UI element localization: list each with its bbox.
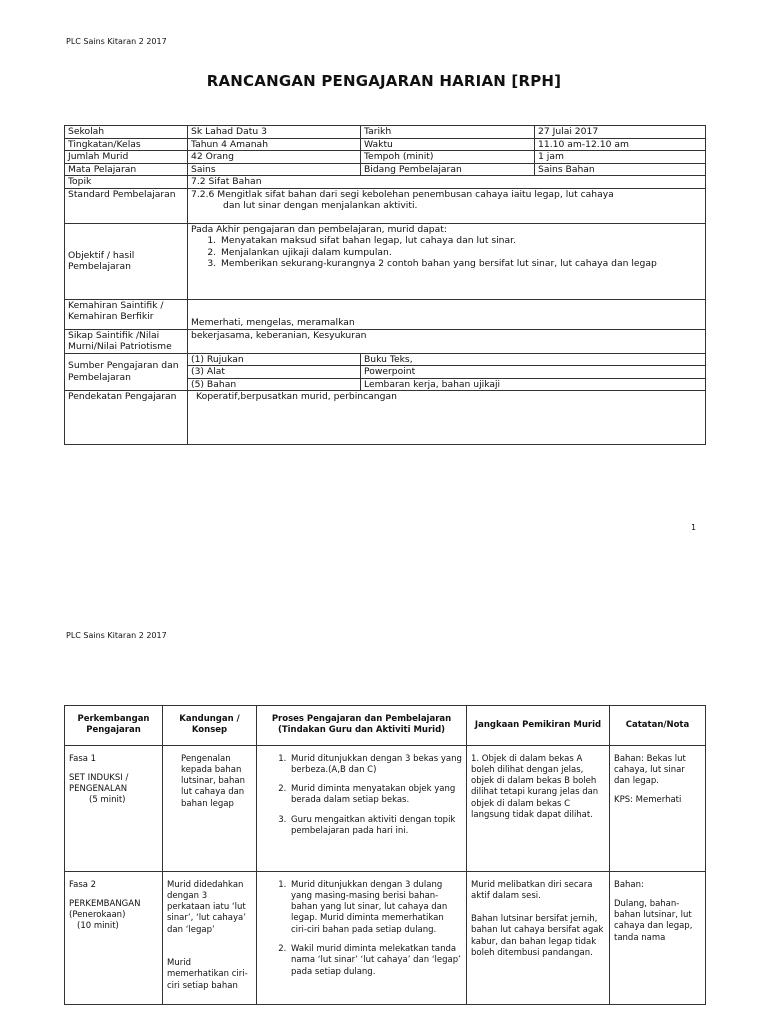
objektif-list <box>191 235 705 270</box>
concept-text: Murid didedahkan dengan 3 perkataan iatu ‘lut sinar’, ‘lut cahaya’ dan ‘legap’ <box>167 879 246 935</box>
value-cell: 1 jam <box>535 151 706 164</box>
value-cell: 7.2 Sifat Bahan <box>188 176 706 189</box>
value-cell: 27 Julai 2017 <box>535 126 706 139</box>
value-cell: (5) Bahan <box>188 378 361 391</box>
note-text: Dulang, bahan-bahan lutsinar, lut cahaya dan legap, tanda nama <box>614 898 693 943</box>
table-header-row <box>65 706 706 746</box>
list-item: 1. Menyatakan maksud sifat bahan legap, lut cahaya dan lut sinar. <box>219 235 705 247</box>
phase-name: PERKEMBANGAN <box>69 898 141 909</box>
list-item: 3. Guru mengaitkan aktiviti dengan topik pembelajaran pada hari ini. <box>289 815 462 838</box>
label-cell: Sikap Saintifik /Nilai Murni/Nilai Patriotisme <box>65 329 188 353</box>
page-number: 1 <box>691 523 697 532</box>
note-text: Bahan: <box>614 879 644 890</box>
table-row <box>65 151 706 164</box>
table-row <box>65 223 706 299</box>
label-cell: Kemahiran Saintifik / Kemahiran Berfikir <box>65 299 188 329</box>
lesson-process-table <box>64 705 706 1005</box>
label-cell: Tempoh (minit) <box>361 151 535 164</box>
list-item: 1. Murid ditunjukkan dengan 3 bekas yang berbeza.(A,B dan C) <box>289 754 462 777</box>
table-row <box>65 391 706 445</box>
label-cell: Sumber Pengajaran dan Pembelajaran <box>65 353 188 391</box>
value-cell: Buku Teks, <box>361 353 706 366</box>
label-cell: Bidang Pembelajaran <box>361 163 535 176</box>
value-cell: Koperatif,berpusatkan murid, perbincangan <box>188 391 706 445</box>
label-cell: Mata Pelajaran <box>65 163 188 176</box>
list-item: 3. Memberikan sekurang-kurangnya 2 contoh bahan yang bersifat lut sinar, lut cahaya dan legap <box>219 258 705 270</box>
label-cell: Sekolah <box>65 126 188 139</box>
list-item: 2. Wakil murid diminta melekatkan tanda nama ‘lut sinar’ ‘lut cahaya’ dan ‘legap’ pada setiap dulang. <box>289 944 462 978</box>
value-cell: Sains <box>188 163 361 176</box>
column-header: Perkembangan Pengajaran <box>65 706 163 746</box>
table-row <box>65 176 706 189</box>
table-row <box>65 126 706 139</box>
phase-time: (10 minit) <box>77 921 119 932</box>
note-cell <box>610 745 706 871</box>
label-cell: Topik <box>65 176 188 189</box>
concept-text: Murid memerhatikan ciri-ciri setiap bahan <box>167 958 248 991</box>
standard-line-1: 7.2.6 Mengitlak sifat bahan dari segi kebolehan penembusan cahaya iaitu legap, lut cahaya <box>191 188 614 200</box>
value-cell: 11.10 am-12.10 am <box>535 138 706 151</box>
label-cell: Tingkatan/Kelas <box>65 138 188 151</box>
value-cell: (1) Rujukan <box>188 353 361 366</box>
page-header-text: PLC Sains Kitaran 2 2017 <box>66 37 167 46</box>
label-cell: Jumlah Murid <box>65 151 188 164</box>
expectation-text: 1. Objek di dalam bekas A boleh dilihat dengan jelas, objek di dalam bekas B boleh dilihat tetapi kurang jelas dan objek di dalam bekas C langsung tidak dapat dilihat. <box>471 753 599 821</box>
value-cell: 42 Orang <box>188 151 361 164</box>
objektif-intro: Pada Akhir pengajaran dan pembelajaran, murid dapat: <box>191 223 447 235</box>
phase-label: Fasa 2 <box>69 879 97 890</box>
value-cell: bekerjasama, keberanian, Kesyukuran <box>188 329 706 353</box>
value-cell: Powerpoint <box>361 366 706 379</box>
expectation-text: Bahan lutsinar bersifat jernih, bahan lut cahaya bersifat agak kabur, dan bahan legap tidak boleh ditembusi pandangan. <box>471 914 604 959</box>
label-cell: Objektif / hasil Pembelajaran <box>65 223 188 299</box>
label-cell: Standard Pembelajaran <box>65 188 188 223</box>
phase-cell <box>65 745 163 871</box>
process-list <box>261 880 462 978</box>
value-cell: Sk Lahad Datu 3 <box>188 126 361 139</box>
table-row <box>65 138 706 151</box>
table-row <box>65 188 706 223</box>
objektif-cell <box>188 223 706 299</box>
process-cell <box>257 871 467 1004</box>
value-cell: Tahun 4 Amanah <box>188 138 361 151</box>
table-row <box>65 329 706 353</box>
column-header: Kandungan / Konsep <box>163 706 257 746</box>
table-row <box>65 745 706 871</box>
concept-text: Pengenalan kepada bahan lutsinar, bahan lut cahaya dan bahan legap <box>181 753 245 809</box>
list-item: 2. Menjalankan ujikaji dalam kumpulan. <box>219 247 705 259</box>
expectation-cell <box>467 871 610 1004</box>
column-header: Jangkaan Pemikiran Murid <box>467 706 610 746</box>
page-header-text: PLC Sains Kitaran 2 2017 <box>66 631 167 640</box>
standard-cell <box>188 188 706 223</box>
table-row <box>65 163 706 176</box>
expectation-cell <box>467 745 610 871</box>
phase-name: SET INDUKSI / PENGENALAN <box>69 772 129 795</box>
table-row <box>65 871 706 1004</box>
process-list <box>261 754 462 838</box>
phase-label: Fasa 1 <box>69 753 97 764</box>
note-text: KPS: Memerhati <box>614 795 682 806</box>
column-header: Catatan/Nota <box>610 706 706 746</box>
document-title: RANCANGAN PENGAJARAN HARIAN [RPH] <box>206 72 562 90</box>
table-row <box>65 353 706 366</box>
list-item: 1. Murid ditunjukkan dengan 3 dulang yang masing-masing berisi bahan-bahan yang lut sinar, lut cahaya dan legap. Murid diminta memerhatikan ciri-ciri bahan pada setiap dulang. <box>289 880 462 936</box>
column-header: Proses Pengajaran dan Pembelajaran (Tindakan Guru dan Aktiviti Murid) <box>257 706 467 746</box>
value-cell: Lembaran kerja, bahan ujikaji <box>361 378 706 391</box>
lesson-info-table <box>64 125 706 445</box>
note-cell <box>610 871 706 1004</box>
label-cell: Waktu <box>361 138 535 151</box>
list-item: 2. Murid diminta menyatakan objek yang berada dalam setiap bekas. <box>289 784 462 807</box>
value-cell: (3) Alat <box>188 366 361 379</box>
phase-cell <box>65 871 163 1004</box>
value-cell: Memerhati, mengelas, meramalkan <box>188 299 706 329</box>
label-cell: Pendekatan Pengajaran <box>65 391 188 445</box>
concept-cell <box>163 871 257 1004</box>
expectation-text: Murid melibatkan diri secara aktif dalam sesi. <box>471 879 593 901</box>
process-cell <box>257 745 467 871</box>
concept-cell <box>163 745 257 871</box>
note-text: Bahan: Bekas lut cahaya, lut sinar dan legap. <box>614 753 686 787</box>
label-cell: Tarikh <box>361 126 535 139</box>
table-row <box>65 299 706 329</box>
phase-sub: (Penerokaan) <box>69 910 126 921</box>
phase-time: (5 minit) <box>89 795 126 806</box>
value-cell: Sains Bahan <box>535 163 706 176</box>
standard-line-2: dan lut sinar dengan menjalankan aktiviti. <box>223 200 418 211</box>
